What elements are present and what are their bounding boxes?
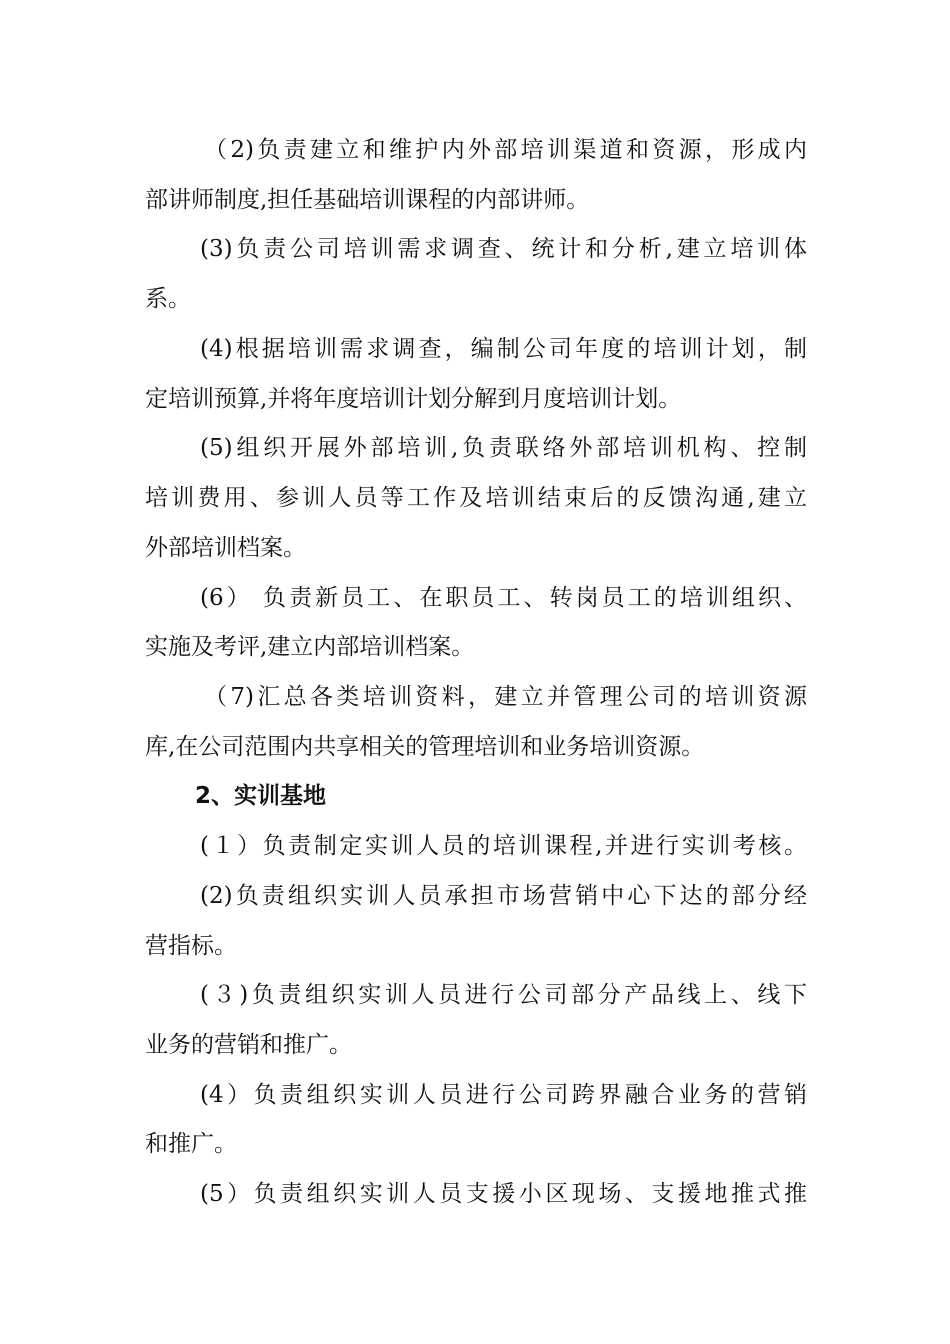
paragraph-4-line-1: (4)根据培训需求调查，编制公司年度的培训计划，制 [200, 336, 807, 362]
item-2-line-1: (2)负责组织实训人员承担市场营销中心下达的部分经 [200, 883, 807, 909]
paragraph-2-line-1: （2)负责建立和维护内外部培训渠道和资源，形成内 [204, 137, 807, 163]
item-4-line-1: (4）负责组织实训人员进行公司跨界融合业务的营销 [200, 1082, 807, 1108]
paragraph-3-line-2: 系。 [145, 286, 191, 312]
item-3-line-2: 业务的营销和推广。 [145, 1032, 352, 1058]
paragraph-6-line-1: (6） 负责新员工、在职员工、转岗员工的培训组织、 [200, 585, 807, 611]
item-3-line-1: (３)负责组织实训人员进行公司部分产品线上、线下 [200, 982, 807, 1008]
item-5-line-1: (5）负责组织实训人员支援小区现场、支援地推式推 [200, 1181, 807, 1207]
section-heading: 2、实训基地 [195, 783, 327, 809]
paragraph-5-line-2: 培训费用、参训人员等工作及培训结束后的反馈沟通,建立 [145, 485, 807, 511]
paragraph-7-line-2: 库,在公司范围内共享相关的管理培训和业务培训资源。 [145, 734, 705, 760]
paragraph-4-line-2: 定培训预算,并将年度培训计划分解到月度培训计划。 [145, 386, 682, 412]
paragraph-6-line-2: 实施及考评,建立内部培训档案。 [145, 634, 475, 660]
item-1-line-1: (１）负责制定实训人员的培训课程,并进行实训考核。 [200, 833, 807, 859]
item-4-line-2: 和推广。 [145, 1131, 237, 1157]
paragraph-2-line-2: 部讲师制度,担任基础培训课程的内部讲师。 [145, 187, 590, 213]
paragraph-7-line-1: （7)汇总各类培训资料，建立并管理公司的培训资源 [204, 684, 807, 710]
paragraph-3-line-1: (3)负责公司培训需求调查、统计和分析,建立培训体 [200, 236, 807, 262]
item-2-line-2: 营指标。 [145, 933, 237, 959]
paragraph-5-line-1: (5)组织开展外部培训,负责联络外部培训机构、控制 [200, 435, 807, 461]
paragraph-5-line-3: 外部培训档案。 [145, 535, 306, 561]
